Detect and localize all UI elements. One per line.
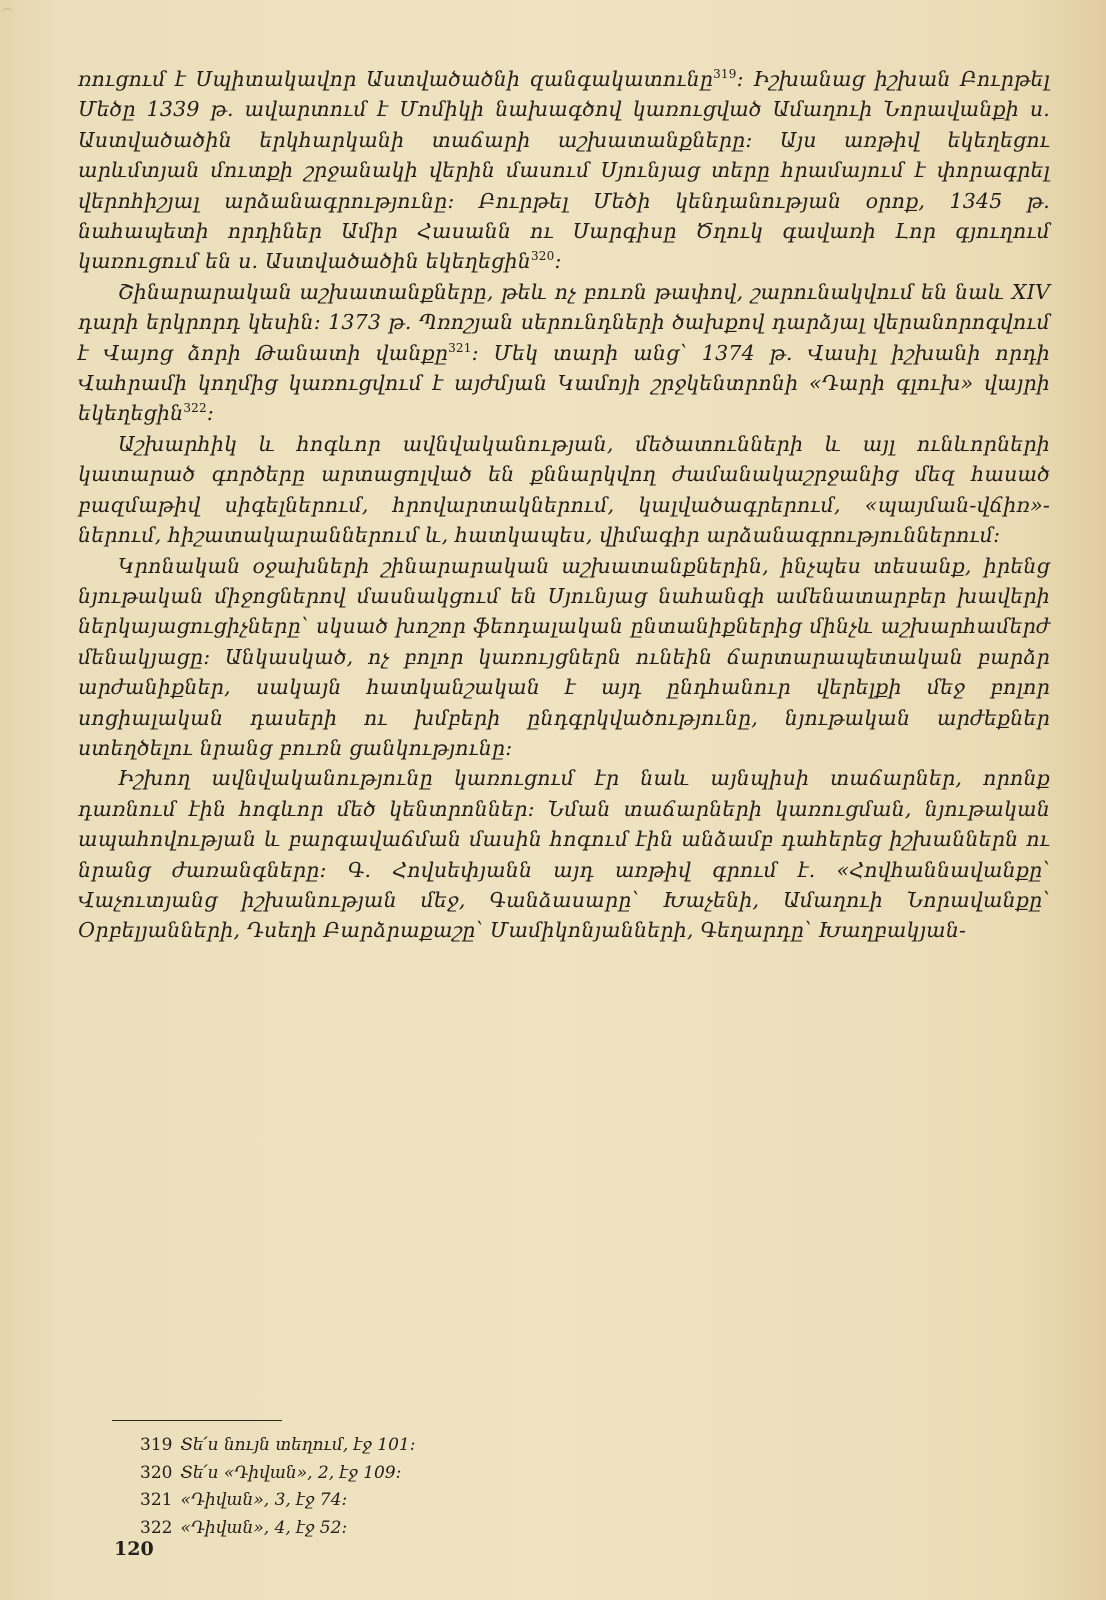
page-number: 120	[114, 1538, 154, 1560]
footnote-number: 319	[140, 1435, 173, 1455]
footnote	[140, 1487, 1020, 1515]
footnote-ref-320[interactable]: 320	[530, 249, 555, 264]
main-text	[78, 64, 1050, 946]
footnote-ref-319[interactable]: 319	[713, 67, 737, 82]
paragraph-2: Շինարարական աշխատանքները, թեև ոչ բուռն թափով, շարունակվում են նաև XIV դարի երկրորդ կեսին: 1373 թ. Պռոշյան սերունդների ծախքով դարձյալ վերանորոգվում է Վայոց ձորի Թանատի վանքը$^{321}$: Մեկ տարի անց՝ 1374 թ. Վասիլ իշխանի որդի Վահրամի կողմից կառուցվում է այժմյան Կամոյի շրջկենտրոնի «Դարի գլուխ» վայրի եկեղեցին$^{322}$:	[78, 279, 1050, 426]
paragraph-3: Աշխարհիկ և հոգևոր ավնվականության, մեծատունների և այլ ունևորների կատարած գործերը արտացոլված են քննարկվող ժամանակաշրջանից մեզ հասած բազմաթիվ սիգելներում, հրովարտակներում, կալվածագրերում, «պայման-վճիռ»-ներում, հիշատակարաններում և, հատկապես, վիմագիր արձանագրություններում:	[78, 431, 1050, 548]
footnote	[140, 1432, 1020, 1460]
footnote-text: Տե՛ս նույն տեղում, էջ 101:	[180, 1435, 416, 1455]
footnote-ref-322[interactable]: 322	[183, 401, 207, 416]
footnote	[140, 1460, 1020, 1488]
footnote-text: «Դիվան», 4, էջ 52:	[180, 1517, 348, 1538]
footnotes	[140, 1432, 1020, 1542]
footnote-ref-321[interactable]: 321	[448, 340, 472, 355]
footnote-text: «Դիվան», 3, էջ 74:	[180, 1490, 348, 1510]
footnote-divider	[112, 1420, 282, 1421]
paragraph-1: ռուցում է Սպիտակավոր Աստվածածնի զանգակատունը$^{319}$: Իշխանաց իշխան Բուրթել Մեծը 1339 թ. ավարտում է Մոմիկի նախագծով կառուցված Ամաղուի Նորավանքի ս. Աստվածածին երկհարկանի տաճարի աշխատանքները: Այս առթիվ եկեղեցու արևմտյան մուտքի շրջանակի վերին մասում Սյունյաց տերը հրամայում է փորագրել վերոհիշյալ արձանագրությունը: Բուրթել Մեծի կենդանության օրոք, 1345 թ. նահապետի որդիներ Ամիր Հասանն ու Սարգիսը Ծղուկ գավառի Լոր գյուղում կառուցում են ս. Աստվածածին եկեղեցին$^{320}$:	[78, 67, 1050, 274]
paragraph-5: Իշխող ավնվականությունը կառուցում էր նաև այնպիսի տաճարներ, որոնք դառնում էին հոգևոր մեծ կենտրոններ: Նման տաճարների կառուցման, նյութական ապահովության և բարգավաճման մասին հոգում էին անձամբ դահերեց իշխաններն ու նրանց ժառանգները: Գ. Հովսեփյանն այդ առթիվ գրում է. «Հովհաննավանքը՝ Վաչուտյանց իշխանության մեջ, Գանձասարը՝ Խաչենի, Ամաղուի Նորավանքը՝ Օրբելյանների, Դսեղի Բարձրաքաշը՝ Մամիկոնյանների, Գեղարդը՝ Խաղբակյան-	[78, 766, 1050, 943]
paragraph-4: Կրոնական օջախների շինարարական աշխատանքներին, ինչպես տեսանք, իրենց նյութական միջոցներով մասնակցում են Սյունյաց նահանգի ամենատարբեր խավերի ներկայացուցիչները՝ սկսած խոշոր ֆեոդալական ընտանիքներից մինչև աշխարհամերժ մենակյացը: Անկասկած, ոչ բոլոր կառույցներն ունեին ճարտարապետական բարձր արժանիքներ, սակայն հատկանշական է այդ ընդհանուր վերելքի մեջ բոլոր սոցիալական դասերի ու խմբերի ընդգրկվածությունը, նյութական արժեքներ ստեղծելու նրանց բուռն ցանկությունը:	[78, 553, 1050, 760]
footnote-number: 322	[140, 1517, 173, 1538]
footnote-text: Տե՛ս «Դիվան», 2, էջ 109:	[180, 1462, 402, 1483]
footnote-number: 321	[140, 1490, 173, 1510]
footnote	[140, 1515, 1020, 1543]
footnote-number: 320	[140, 1462, 173, 1483]
margin-mark: ⌒	[2, 8, 13, 21]
